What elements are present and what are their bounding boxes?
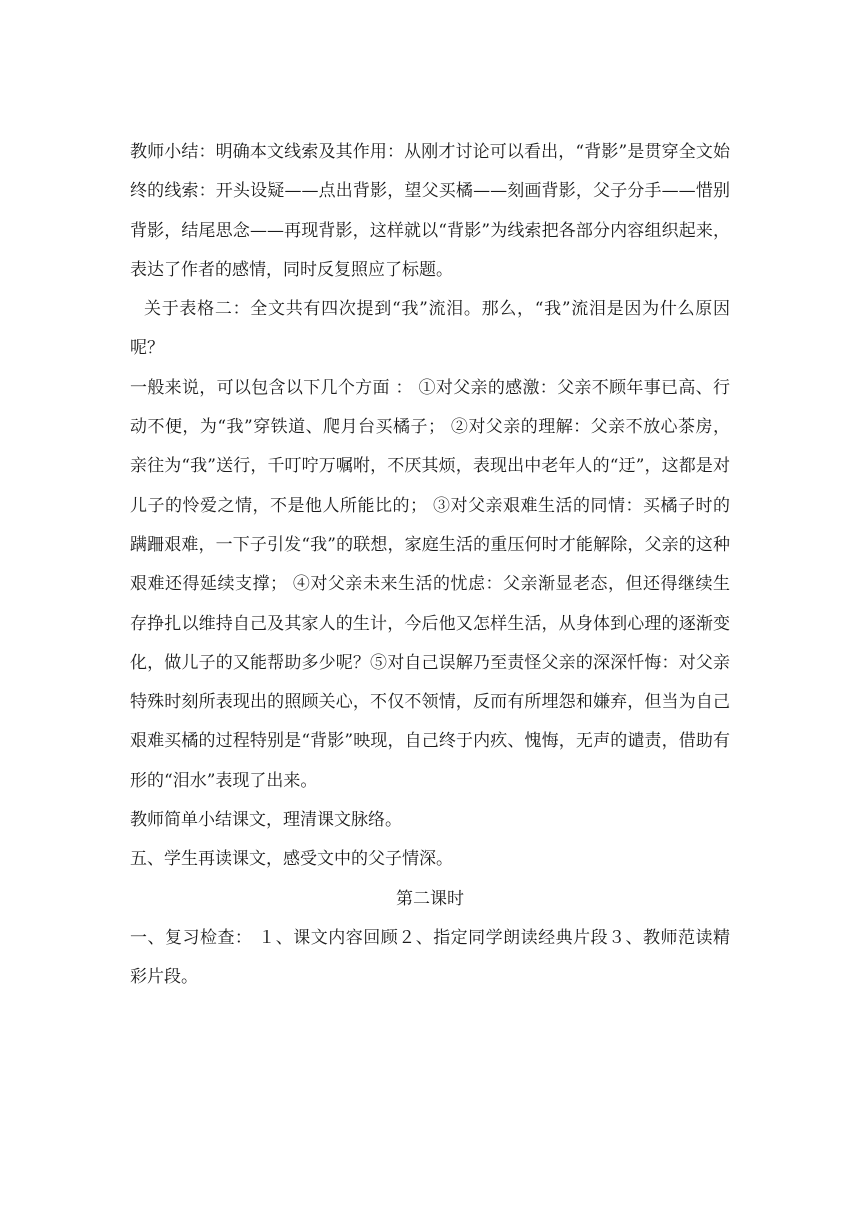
paragraph-teacher-brief-summary: 教师简单小结课文，理清课文脉络。 bbox=[130, 810, 402, 831]
document-page bbox=[130, 133, 730, 998]
paragraph-reread-text: 五、学生再读课文，感受文中的父子情深。 bbox=[130, 849, 453, 870]
paragraph-reasons-for-tears: 一般来说，可以包含以下几个方面 ： ①对父亲的感激：父亲不顾年事已高、行动不便，为“我”穿铁道、爬月台买橘子； ②对父亲的理解：父亲不放心茶房，亲往为“我”送行，千叮咛万嘱咐，不厌其烦，表现出中老年人的“迂”，这都是对儿子的怜爱之情，不是他人所能比的； ③对父亲艰难生活的同情：买橘子时的蹒跚艰难，一下子引发“我”的联想，家庭生活的重压何时才能解除，父亲的这种艰难还得延续支撑； ④对父亲未来生活的忧虑：父亲渐显老态，但还得继续生存挣扎以维持自己及其家人的生计，今后他又怎样生活，从身体到心理的逐渐变化，做儿子的又能帮助多少呢？⑤对自己误解乃至责怪父亲的深深忏悔：对父亲特殊时刻所表现出的照顾关心，不仅不领情，反而有所埋怨和嫌弃，但当为自己艰难买橘的过程特别是“背影”映现，自己终于内疚、愧悔，无声的谴责，借助有形的“泪水”表现了出来。 bbox=[130, 377, 730, 791]
section-heading-second-lesson: 第二课时 bbox=[396, 888, 464, 909]
paragraph-review-check: 一、复习检查： １、课文内容回顾２、指定同学朗读经典片段３、教师范读精彩片段。 bbox=[130, 927, 730, 988]
paragraph-teacher-summary: 教师小结：明确本文线索及其作用：从刚才讨论可以看出，“背影”是贯穿全文始终的线索：开头设疑——点出背影，望父买橘——刻画背影，父子分手——惜别背影，结尾思念——再现背影，这样就以“背影”为线索把各部分内容组织起来，表达了作者的感情，同时反复照应了标题。 bbox=[130, 142, 730, 280]
paragraph-table-two: 关于表格二：全文共有四次提到“我”流泪。那么，“我”流泪是因为什么原因呢？ bbox=[130, 299, 730, 359]
